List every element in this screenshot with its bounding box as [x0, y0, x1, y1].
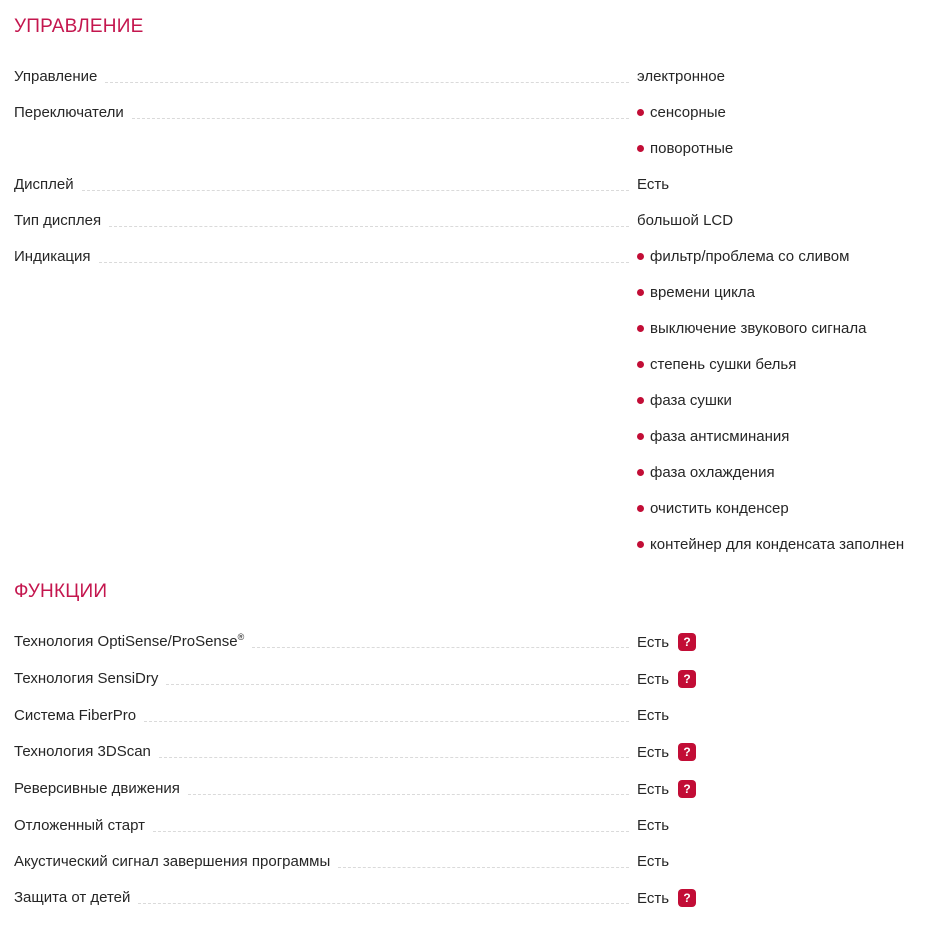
spec-value: выключение звукового сигнала — [650, 320, 867, 337]
spec-row-left — [0, 743, 637, 760]
dotted-leader — [252, 633, 629, 648]
help-icon[interactable]: ? — [678, 670, 696, 688]
spec-row-right — [637, 853, 931, 870]
spec-row-right — [637, 633, 931, 651]
spec-row-left — [0, 248, 637, 265]
bullet-icon — [637, 505, 644, 512]
bullet-icon — [637, 253, 644, 260]
spec-label: Система FiberPro — [14, 707, 137, 724]
spec-value: Есть — [637, 707, 670, 724]
dotted-leader — [138, 889, 629, 904]
spec-row — [0, 670, 931, 688]
spec-label: Отложенный старт — [14, 817, 146, 834]
spec-label: Технология SensiDry — [14, 670, 159, 687]
dotted-leader — [109, 212, 629, 227]
spec-row-left — [0, 817, 637, 834]
spec-row — [0, 104, 931, 157]
dotted-leader — [338, 853, 629, 868]
section-title: ФУНКЦИИ — [14, 581, 108, 602]
spec-row-right — [637, 670, 931, 688]
spec-value: Есть — [637, 853, 670, 870]
spec-row — [0, 780, 931, 798]
spec-value: контейнер для конденсата заполнен — [650, 536, 905, 553]
spec-row — [0, 707, 931, 724]
spec-row-right — [637, 248, 931, 553]
bullet-icon — [637, 289, 644, 296]
spec-row-right — [637, 707, 931, 724]
dotted-leader — [132, 104, 629, 119]
spec-label: Технология OptiSense/ProSense® — [14, 632, 245, 650]
spec-row — [0, 633, 931, 651]
dotted-leader — [82, 176, 629, 191]
spec-row-left — [0, 889, 637, 906]
spec-row-right — [637, 889, 931, 907]
help-icon[interactable]: ? — [678, 889, 696, 907]
bullet-icon — [637, 469, 644, 476]
spec-value: большой LCD — [637, 212, 734, 229]
spec-value: Есть — [637, 817, 670, 834]
list-item — [637, 140, 931, 157]
list-item — [637, 320, 931, 337]
bullet-icon — [637, 541, 644, 548]
spec-value: Есть — [637, 176, 670, 193]
spec-label: Тип дисплея — [14, 212, 102, 229]
spec-label: Переключатели — [14, 104, 124, 121]
dotted-leader — [159, 743, 629, 758]
spec-value: Есть — [637, 780, 670, 798]
spec-value: электронное — [637, 68, 725, 85]
spec-value: фаза антисминания — [650, 428, 790, 445]
list-item — [637, 356, 931, 373]
spec-row-left — [0, 707, 637, 724]
bullet-icon — [637, 109, 644, 116]
dotted-leader — [105, 68, 629, 83]
list-item — [637, 500, 931, 517]
spec-row-left — [0, 176, 637, 193]
help-icon[interactable]: ? — [678, 633, 696, 651]
help-icon[interactable]: ? — [678, 743, 696, 761]
spec-label: Технология 3DScan — [14, 743, 151, 760]
spec-value: фаза сушки — [650, 392, 732, 409]
help-icon[interactable]: ? — [678, 780, 696, 798]
spec-value: Есть — [637, 633, 670, 651]
spec-row-right — [637, 743, 931, 761]
spec-label: Индикация — [14, 248, 91, 265]
spec-label: Реверсивные движения — [14, 780, 180, 797]
spec-value: поворотные — [650, 140, 734, 157]
spec-row-right — [637, 212, 931, 229]
dotted-leader — [188, 780, 629, 795]
spec-row-right — [637, 780, 931, 798]
spec-label: Управление — [14, 68, 98, 85]
spec-row-right — [637, 104, 931, 157]
spec-row-right — [637, 817, 931, 834]
dotted-leader — [99, 248, 629, 263]
spec-row-left — [0, 853, 637, 870]
dotted-leader — [144, 707, 629, 722]
list-item — [637, 104, 931, 121]
spec-row-left — [0, 104, 637, 121]
spec-value: времени цикла — [650, 284, 755, 301]
spec-label: Дисплей — [14, 176, 74, 193]
spec-value: степень сушки белья — [650, 356, 797, 373]
spec-label: Акустический сигнал завершения программы — [14, 853, 331, 870]
spec-row — [0, 743, 931, 761]
spec-row — [0, 889, 931, 907]
spec-row-right — [637, 176, 931, 193]
spec-row — [0, 817, 931, 834]
spec-row — [0, 212, 931, 229]
spec-value: очистить конденсер — [650, 500, 789, 517]
section-control — [0, 15, 931, 553]
list-item — [637, 428, 931, 445]
spec-value: фильтр/проблема со сливом — [650, 248, 850, 265]
spec-row-left — [0, 780, 637, 797]
spec-row-left — [0, 670, 637, 687]
spec-value: Есть — [637, 743, 670, 761]
spec-row — [0, 248, 931, 553]
bullet-icon — [637, 397, 644, 404]
bullet-icon — [637, 325, 644, 332]
spec-row — [0, 68, 931, 85]
registered-mark: ® — [237, 632, 245, 642]
bullet-icon — [637, 145, 644, 152]
bullet-icon — [637, 433, 644, 440]
dotted-leader — [166, 670, 629, 685]
list-item — [637, 392, 931, 409]
spec-value: Есть — [637, 670, 670, 688]
spec-row-left — [0, 633, 637, 650]
section-functions — [0, 580, 931, 907]
spec-row-left — [0, 68, 637, 85]
list-item — [637, 464, 931, 481]
spec-value: фаза охлаждения — [650, 464, 775, 481]
spec-row-left — [0, 212, 637, 229]
spec-label: Защита от детей — [14, 889, 131, 906]
list-item — [637, 536, 931, 553]
bullet-icon — [637, 361, 644, 368]
section-title: УПРАВЛЕНИЕ — [14, 16, 144, 37]
spec-row-right — [637, 68, 931, 85]
list-item — [637, 284, 931, 301]
spec-row — [0, 853, 931, 870]
list-item — [637, 248, 931, 265]
spec-value: сенсорные — [650, 104, 726, 121]
dotted-leader — [153, 817, 629, 832]
spec-row — [0, 176, 931, 193]
spec-value: Есть — [637, 889, 670, 907]
